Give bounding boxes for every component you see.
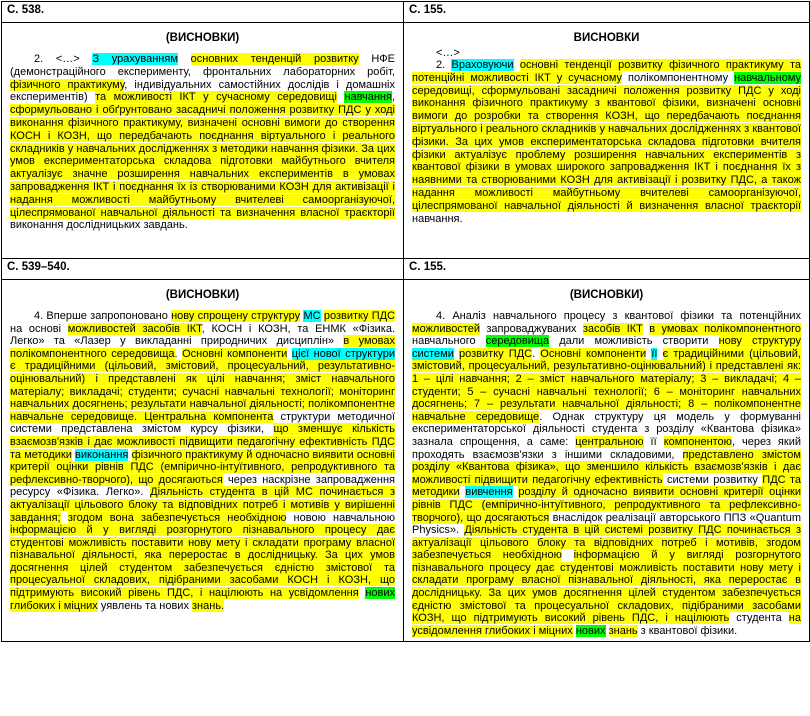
right-cell-2 (404, 280, 810, 642)
plain-text: навчального (412, 335, 486, 348)
highlighted-text: Основні компоненти (182, 347, 288, 360)
plain-text: навчання. (412, 212, 463, 225)
plain-text: через наскрізне запровадження ресурсу «Фізика. Легко». (10, 473, 395, 499)
plain-text: , (391, 91, 395, 104)
right-page-ref-1: С. 155. (404, 2, 810, 23)
plain-text: НФЕ (демонстраційного експерименту, фронтальних лабораторних робіт, (10, 53, 395, 78)
ellipsis-mark: <…> (436, 47, 460, 59)
section-heading: (ВИСНОВКИ) (165, 289, 240, 301)
section-heading: ВИСНОВКИ (573, 32, 640, 44)
left-page-ref-1: С. 538. (2, 2, 404, 23)
plain-text: . (532, 347, 541, 360)
highlighted-text: нових (575, 624, 606, 637)
plain-text: 2. (436, 59, 452, 71)
plain-text: запроваджуваних (480, 322, 583, 335)
section-heading: (ВИСНОВКИ) (569, 289, 644, 301)
highlighted-text: ПДС та методики (412, 473, 801, 499)
plain-text: на основі (10, 322, 68, 335)
highlighted-text: Враховуючи (451, 59, 514, 71)
highlighted-text: глибоких і міцних (10, 599, 98, 612)
plain-text: з квантової фізики. (637, 624, 738, 637)
highlighted-text: основних тенденцій розвитку (190, 53, 359, 65)
highlighted-text: її (651, 347, 658, 360)
highlighted-text: засобів ІКТ (582, 322, 643, 335)
plain-text: новою навчальною (286, 511, 396, 524)
highlighted-text: знань (608, 624, 638, 637)
highlighted-text: та можливості ІКТ у сучасному середовищі (95, 91, 337, 104)
highlighted-text: в умовах полікомпонентного середовища (10, 335, 396, 360)
highlighted-text: знань. (192, 599, 225, 612)
plain-text: системи розвитку (662, 473, 763, 486)
highlighted-text: МС (303, 310, 321, 322)
highlighted-text: нову структуру (718, 335, 801, 348)
highlighted-text: на усвідомлення глибоких і міцних (412, 612, 801, 637)
left-page-ref-2: С. 539–540. (2, 259, 404, 280)
plain-text: дали можливість створити (549, 335, 719, 348)
plain-text: її (643, 435, 664, 448)
highlighted-text: сформульовано і обґрунтовано засадничі положення розвитку ПДС у ході виконання фізичного практикуму, визначені основні вимоги до створення КОСН і КОЗН, що передбачають поєднання віртуального і реального складників у навчальних дослідженнях з методики навчання фізики. За цих умов експериментаторська складова підготовки майбутнього вчителя актуалізує значне розширення навчальних експериментів в умовах запровадження ІКТ і поєднання їх із створюваними КОЗН для активізації і надання можливості майбутньому вчителеві самоорганізуючої, цілеспрямованої навчальної діяльності та визначення власної траєкторії (10, 104, 395, 219)
plain-text (514, 59, 520, 71)
highlighted-text: Діяльність студента в цій системі розвитку ПДС починається з актуалізації цільового блоку та відповідних потреб і мотивів, згодом забезпечується необхідною (412, 524, 801, 562)
paragraph-text (10, 53, 395, 232)
highlighted-text: можливостей (412, 322, 480, 335)
highlighted-text: нових (365, 587, 395, 600)
highlighted-text: навчальному (734, 71, 802, 84)
header-row-1 (2, 2, 810, 23)
highlighted-text: можливостей засобів ІКТ (67, 322, 202, 335)
highlighted-text: З урахуванням (92, 53, 178, 65)
plain-text (657, 348, 662, 360)
plain-text: внаслідок реалізації авторського ППЗ «Quantum Physics». (412, 511, 801, 537)
plain-text: . Однак структуру ця модель у формуванні експериментаторської діяльності студента з розділу «Квантова фізика» зазнала спрощення, а саме: (412, 410, 801, 448)
right-cell-1 (404, 23, 810, 259)
body-row-2 (2, 280, 810, 642)
left-cell-1 (2, 23, 404, 259)
highlighted-text: Основні компоненти (540, 347, 647, 360)
highlighted-text: цієї нової структури (291, 347, 395, 360)
paragraph-text (412, 59, 801, 225)
highlighted-text: розвитку ПДС (323, 310, 396, 322)
plain-text: структури методичної системи представлена змістом курсу фізики, (10, 410, 395, 436)
highlighted-text: згодом вона забезпечується необхідною (67, 511, 287, 524)
highlighted-text: в умовах полікомпонентного (649, 322, 802, 335)
plain-text: , індивідуальних самостійних дослідів і домашніх експериментів) (10, 78, 395, 104)
highlighted-text: фізичного практикуму й одночасно виявити основні критерії оцінки рівнів ПДС (емпірично-інтуїтивного, репродуктивного та рефлексивно-творчого), що досягаються (10, 448, 395, 486)
plain-text (61, 512, 68, 524)
body-row-1 (2, 23, 810, 259)
highlighted-text: що зменшує кількість взаємозв'язків і дає можливості підвищити педагогічну ефективність ПДС та методики (10, 423, 395, 461)
plain-text (178, 53, 191, 65)
header-row-2 (2, 259, 810, 280)
left-cell-2 (2, 280, 404, 642)
highlighted-text: компонентою (663, 435, 732, 448)
highlighted-text: виконання (75, 448, 129, 461)
highlighted-text: Діяльність студента в цій МС починається з актуалізації цільового блоку та відповідних потреб і мотивів у вирішенні завдання; (10, 486, 395, 524)
plain-text: , через який проходять взаємозв'язки з іншими складовими, (412, 435, 801, 461)
paragraph-text (412, 310, 801, 637)
highlighted-text: центральною (575, 435, 644, 448)
highlighted-text: розділу й одночасно виявити основні критерії оцінки рівнів ПДС (емпірично-інтуїтивного, репродуктивного та рефлексивно-творчого), що досягаються (412, 486, 802, 524)
paragraph-text (10, 310, 395, 612)
plain-text: 2. <…> (34, 53, 93, 65)
highlighted-text: нову спрощену структуру (171, 310, 301, 322)
plain-text: уявлень та нових (97, 599, 193, 612)
highlighted-text: вивчення (465, 486, 513, 499)
plain-text: полікомпонентному (622, 71, 735, 84)
highlighted-text: основні тенденції розвитку фізичного практикуму та потенційні можливості ІКТ у сучасному (412, 59, 801, 84)
highlighted-text: є традиційними (цільовий, змістовий, процесуальний, результативно-оцінювальний) і представлені як: 1 – цілі навчання; 2 – зміст навчального матеріалу; 3 – викладачі; 4 – студенти; 5 – сучасні навчальні технології; 6 – моніторинг навчальних досягнень; 7 – результати навчальної діяльності; 8 – полікомпонентне навчальне середовище (412, 347, 801, 423)
plain-text: виконання дослідницьких завдань. (10, 219, 188, 232)
plain-text: . (174, 347, 183, 360)
plain-text (562, 549, 574, 561)
plain-text: студента (729, 612, 789, 625)
highlighted-text: представлено змістом розділу «Квантова фізика», що зменшило кількість взаємозв'язків і дає можливості підвищити педагогічну ефективність (412, 448, 801, 486)
section-heading: (ВИСНОВКИ) (165, 32, 240, 44)
highlighted-text: середовищі, сформульовані засадничі положення розвитку ПДС у ході виконання фізичного практикуму з квантової фізики, визначені основні вимоги до розробки та створення КОЗН, що передбачають поєднання віртуального і реального складників у навчальних дослідженнях з квантової фізики. За цих умов експериментаторська складова підготовки вчителя фізики актуалізує проблему розширення навчальних експериментів з квантової фізики в умовах широкого запровадження ІКТ і поєднання їх з наявними та створюваними КОЗН для активізації і розвитку ПДС, а також надання можливості майбутньому вчителеві самоорганізуючої, цілеспрямованої навчальної діяльності й визначення власної траєкторії (412, 84, 801, 212)
highlighted-text: інформацією й у вигляді розгорнутого пізнавального процесу дає студентові можливість поставити нову мету і складати програму власної пізнавальної діяльності, яка переростає в дослідницьку. За цих умов досягнення цілей студентом забезпечується єдністю змістової та процесуальної складових, підібраними засобами КОСН і КОЗН, що підтримують високий рівень ПДС, і націлюють на усвідомлення (10, 524, 395, 600)
plain-text: 4. Вперше запропоновано (34, 310, 172, 322)
highlighted-text: навчання (344, 91, 392, 104)
highlighted-text: розвитку ПДС (459, 347, 533, 360)
plain-text: , КОСН і КОЗН, та ЕНМК «Фізика. Легко» та «Лазер у викладанні природничих дисциплін» (10, 322, 396, 348)
right-page-ref-2: С. 155. (404, 259, 810, 280)
highlighted-text: інформацією й у вигляді розгорнутого пізнавального процесу дає студентові можливість поставити нову мету і складати програму власної пізнавальної діяльності, яка переростає в дослідницьку. За цих умов досягнення цілей студентом забезпечується єдністю змістової та процесуальної складових, підібраними засобами КОЗН, що підтримують високий рівень ПДС, і націлюють (412, 549, 801, 625)
highlighted-text: системи (412, 347, 454, 360)
plain-text: 4. Аналіз навчального процесу з квантової фізики та потенційних (436, 310, 801, 322)
highlighted-text: середовища (485, 335, 550, 348)
highlighted-text: є традиційними (цільовий, змістовий, процесуальний, результативно-оцінювальний) і представлені як цілі навчання; зміст навчального матеріалу; викладачі; студенти; сучасні навчальні технології; моніторинг навчальних досягнень; результати навчальної діяльності; полікомпонентне навчальне середовище. Центральна компонента (10, 360, 395, 423)
comparison-table (1, 1, 810, 642)
highlighted-text: фізичного практикуму (10, 78, 125, 91)
